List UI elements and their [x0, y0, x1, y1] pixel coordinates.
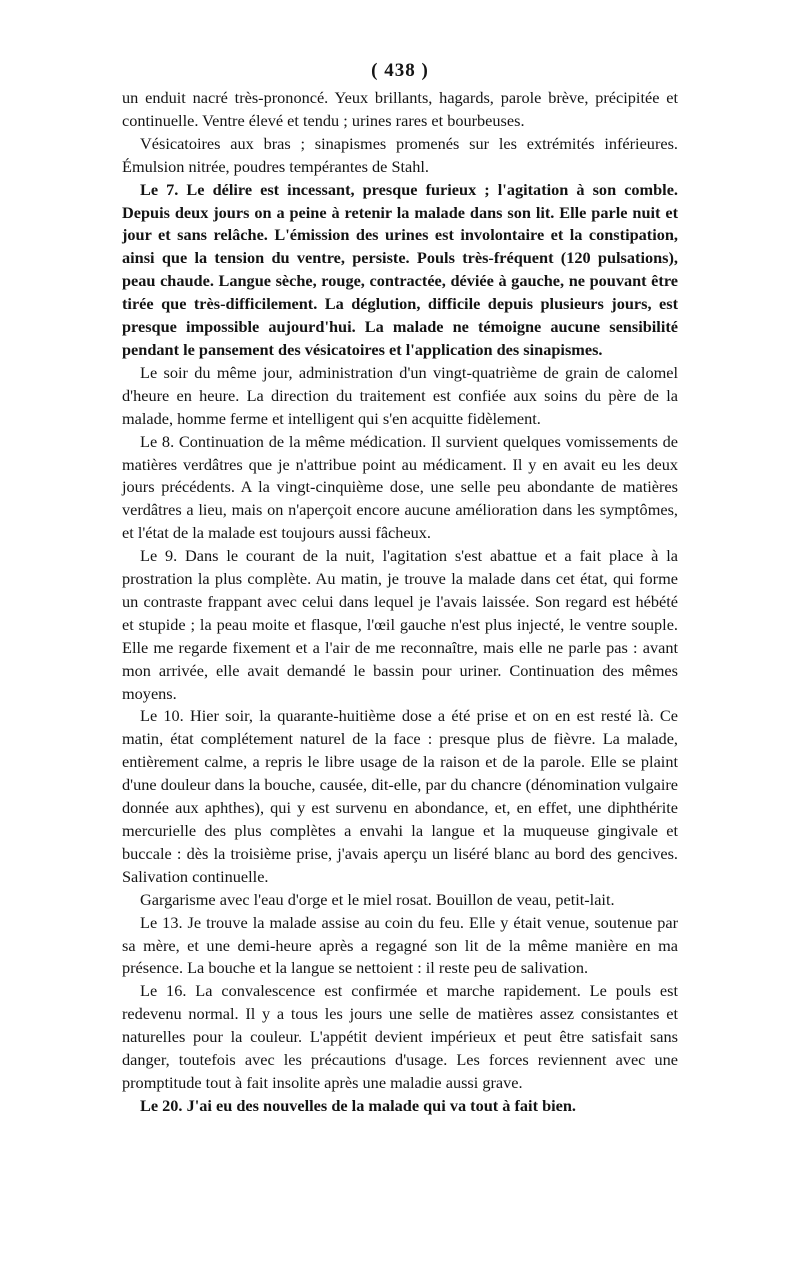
paragraph-symptoms: un enduit nacré très-prononcé. Yeux brillants, hagards, parole brève, précipitée et continuelle. Ventre élevé et tendu ; urines rares et bourbeuses.: [122, 88, 678, 130]
paragraph-evening-calomel: Le soir du même jour, administration d'un vingt-quatrième de grain de calomel d'heure en heure. La direction du traitement est confiée aux soins du père de la malade, homme ferme et intelligent qui s'en acquitte fidèlement.: [122, 362, 678, 428]
paragraph-day-20: Le 20. J'ai eu des nouvelles de la malade qui va tout à fait bien.: [140, 1095, 577, 1115]
paragraph-day-7: Le 7. Le délire est incessant, presque furieux ; l'agitation à son comble. Depuis deux jours on a peine à retenir la malade dans son lit. Elle parle nuit et jour et sans relâche. L'émission des urines est involontaire et la constipation, ainsi que la tension du ventre, persiste. Pouls très-fréquent (120 pulsations), peau chaude. Langue sèche, rouge, contractée, déviée à gauche, ne pouvant être tirée que très-difficilement. La déglution, difficile depuis plusieurs jours, est presque impossible aujourd'hui. La malade ne témoigne aucune sensibilité pendant le pansement des vésicatoires et l'application des sinapismes.: [122, 179, 678, 359]
paragraph-day-10: Le 10. Hier soir, la quarante-huitième dose a été prise et on en est resté là. Ce matin, état complétement naturel de la face : presque plus de fièvre. La malade, entièrement calme, a repris le libre usage de la raison et de la parole. Elle se plaint d'une douleur dans la bouche, causée, dit-elle, par du chancre (dénomination vulgaire donnée aux aphthes), qui y est survenu en abondance, et, en effet, une diphthérite mercurielle des plus complètes a envahi la langue et la muqueuse gingivale et buccale : dès la troisième prise, j'avais aperçu un liséré blanc au bord des gencives. Salivation continuelle.: [122, 706, 678, 886]
paragraph-day-9: Le 9. Dans le courant de la nuit, l'agitation s'est abattue et a fait place à la prostration la plus complète. Au matin, je trouve la malade dans cet état, qui forme un contraste frappant avec celui dans lequel je l'avais laissée. Son regard est hébété et stupide ; la peau moite et flasque, l'œil gauche n'est plus injecté, le ventre souple. Elle me regarde fixement et a l'air de me reconnaître, mais elle ne parle pas : avant mon arrivée, elle avait demandé le bassin pour uriner. Continuation des mêmes moyens.: [122, 546, 678, 703]
paragraph-day-16: Le 16. La convalescence est confirmée et marche rapidement. Le pouls est redevenu normal. Il y a tous les jours une selle de matières assez consistantes et naturelles pour la couleur. L'appétit devient impérieux et peut être satisfait sans danger, toutefois avec les précautions d'usage. Les forces reviennent avec une promptitude tout à fait insolite après une maladie aussi grave.: [122, 981, 678, 1092]
page-number: ( 438 ): [371, 60, 429, 81]
body-text: [122, 87, 678, 1118]
paragraph-gargle: Gargarisme avec l'eau d'orge et le miel rosat. Bouillon de veau, petit-lait.: [140, 889, 615, 909]
paragraph-day-8: Le 8. Continuation de la même médication. Il survient quelques vomissements de matières verdâtres que je n'attribue point au médicament. Il y en avait eu les deux jours précédents. A la vingt-cinquième dose, une selle peu abondante de matières verdâtres a lieu, mais on n'aperçoit encore aucune amélioration dans les symptômes, et l'état de la malade est toujours aussi fâcheux.: [122, 431, 678, 543]
paragraph-day-13: Le 13. Je trouve la malade assise au coin du feu. Elle y était venue, soutenue par sa mère, et une demi-heure après a regagné son lit de la même manière en ma présence. La bouche et la langue se nettoient : il reste peu de salivation.: [122, 912, 678, 978]
paragraph-treatment: Vésicatoires aux bras ; sinapismes promenés sur les extrémités inférieures. Émulsion nitrée, poudres tempérantes de Stahl.: [122, 133, 678, 176]
